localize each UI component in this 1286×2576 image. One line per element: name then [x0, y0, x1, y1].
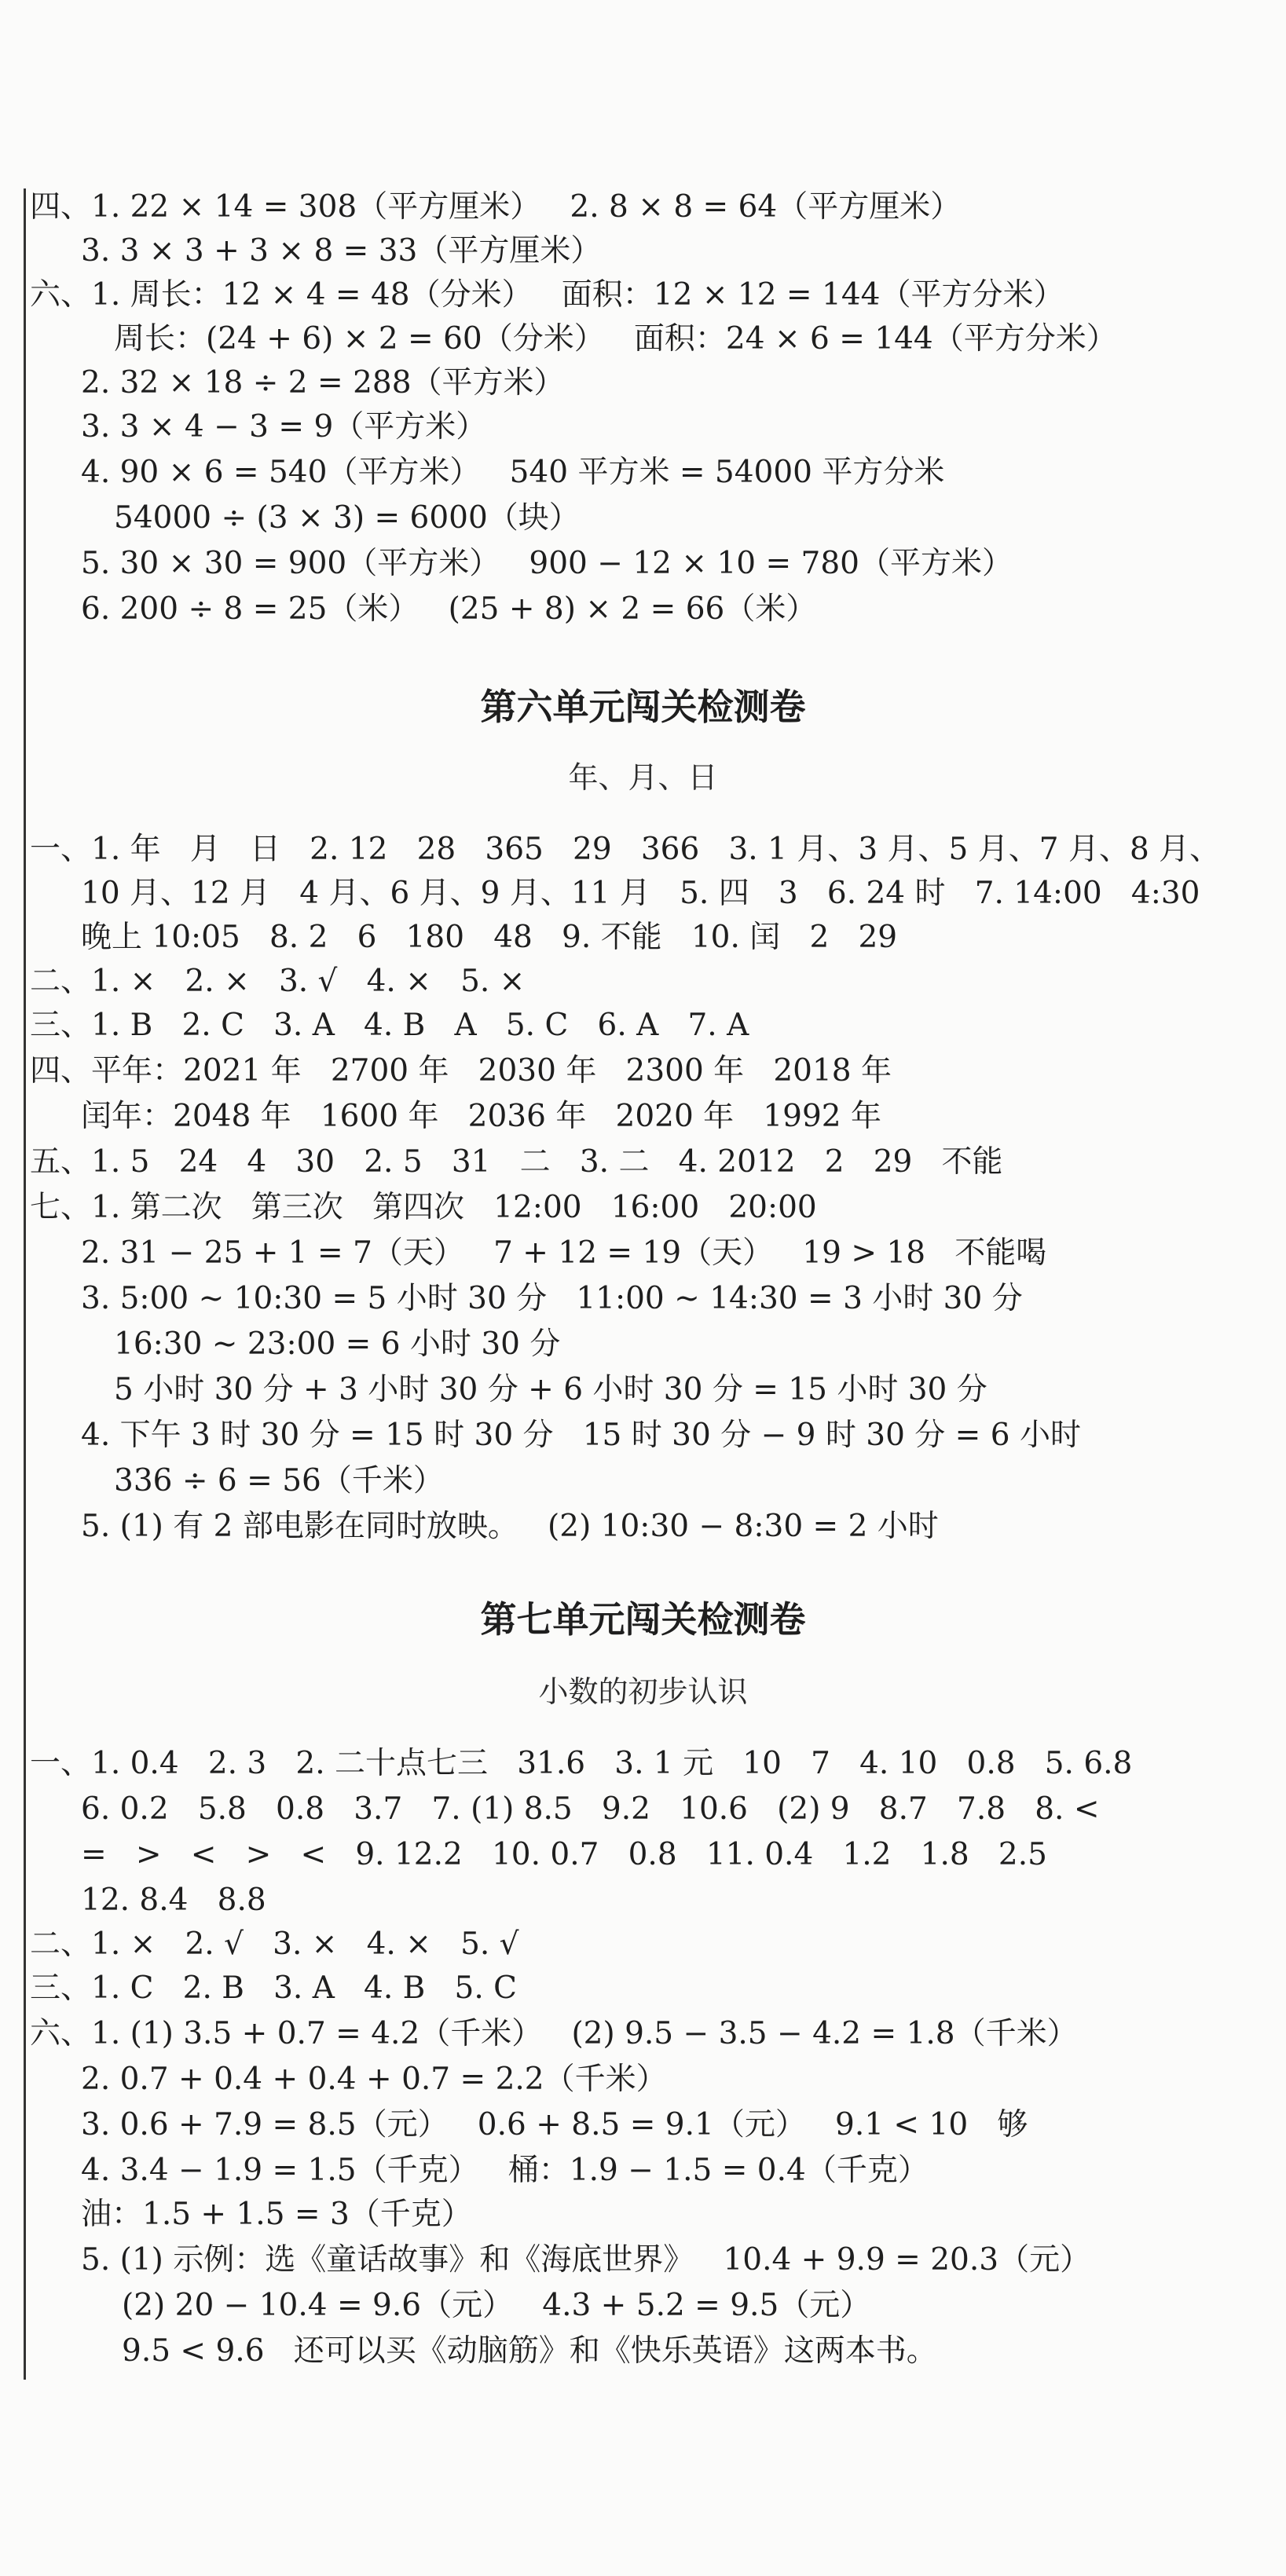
- answer-line: 二、1. × 2. √ 3. × 4. × 5. √: [30, 1927, 519, 1962]
- answer-line: (2) 20 − 10.4 = 9.6（元） 4.3 + 5.2 = 9.5（元）: [122, 2288, 871, 2323]
- answer-line: 16:30 ~ 23:00 = 6 小时 30 分: [114, 1326, 561, 1362]
- answer-line: 4. 3.4 − 1.9 = 1.5（千克） 桶：1.9 − 1.5 = 0.4（千克）: [81, 2153, 929, 2188]
- answer-line: 3. 3 × 4 − 3 = 9（平方米）: [81, 409, 487, 445]
- answer-line: = > < > < 9. 12.2 10. 0.7 0.8 11. 0.4 1.2 1.8 2.5: [81, 1837, 1047, 1872]
- answer-line: 四、1. 22 × 14 = 308（平方厘米） 2. 8 × 8 = 64（平方厘米）: [30, 189, 962, 225]
- answer-line: 油：1.5 + 1.5 = 3（千克）: [81, 2197, 472, 2232]
- unit-title: 第七单元闯关检测卷: [480, 1598, 806, 1641]
- answer-line: 10 月、12 月 4 月、6 月、9 月、11 月 5. 四 3 6. 24 时 7. 14:00 4:30: [81, 876, 1200, 911]
- answer-line: 一、1. 0.4 2. 3 2. 二十点七三 31.6 3. 1 元 10 7 4. 10 0.8 5. 6.8: [30, 1746, 1133, 1781]
- answer-line: 9.5 < 9.6 还可以买《动脑筋》和《快乐英语》这两本书。: [122, 2333, 937, 2369]
- answer-line: 54000 ÷ (3 × 3) = 6000（块）: [114, 500, 580, 536]
- answer-line: 3. 0.6 + 7.9 = 8.5（元） 0.6 + 8.5 = 9.1（元） 9.1 < 10 够: [81, 2107, 1028, 2142]
- unit-subtitle: 小数的初步认识: [538, 1674, 748, 1709]
- answer-line: 三、1. C 2. B 3. A 4. B 5. C: [30, 1970, 517, 2006]
- answer-line: 5. 30 × 30 = 900（平方米） 900 − 12 × 10 = 780（平方米）: [81, 546, 1013, 581]
- answer-line: 2. 31 − 25 + 1 = 7（天） 7 + 12 = 19（天） 19 > 18 不能喝: [81, 1235, 1047, 1271]
- answer-line: 6. 0.2 5.8 0.8 3.7 7. (1) 8.5 9.2 10.6 (2) 9 8.7 7.8 8. <: [81, 1791, 1100, 1827]
- unit-title: 第六单元闯关检测卷: [480, 686, 806, 728]
- answer-line: 晚上 10:05 8. 2 6 180 48 9. 不能 10. 闰 2 29: [81, 920, 898, 955]
- answer-line: 3. 5:00 ~ 10:30 = 5 小时 30 分 11:00 ~ 14:30 = 3 小时 30 分: [81, 1281, 1023, 1316]
- answer-line: 336 ÷ 6 = 56（千米）: [114, 1463, 444, 1498]
- answer-line: 2. 32 × 18 ÷ 2 = 288（平方米）: [81, 365, 565, 401]
- answer-line: 五、1. 5 24 4 30 2. 5 31 二 3. 二 4. 2012 2 29 不能: [30, 1144, 1003, 1180]
- answer-line: 七、1. 第二次 第三次 第四次 12:00 16:00 20:00: [30, 1190, 817, 1225]
- answer-line: 4. 90 × 6 = 540（平方米） 540 平方米 = 54000 平方分米: [81, 455, 945, 490]
- answer-line: 四、平年：2021 年 2700 年 2030 年 2300 年 2018 年: [30, 1053, 892, 1089]
- answer-line: 三、1. B 2. C 3. A 4. B A 5. C 6. A 7. A: [30, 1008, 749, 1043]
- unit-subtitle: 年、月、日: [568, 760, 718, 795]
- answer-line: 2. 0.7 + 0.4 + 0.4 + 0.7 = 2.2（千米）: [81, 2062, 667, 2097]
- answer-line: 6. 200 ÷ 8 = 25（米） (25 + 8) × 2 = 66（米）: [81, 591, 817, 627]
- answer-line: 3. 3 × 3 + 3 × 8 = 33（平方厘米）: [81, 233, 602, 269]
- answer-line: 一、1. 年 月 日 2. 12 28 365 29 366 3. 1 月、3 月、5 月、7 月、8 月、: [30, 832, 1221, 867]
- answer-line: 六、1. (1) 3.5 + 0.7 = 4.2（千米） (2) 9.5 − 3.5 − 4.2 = 1.8（千米）: [30, 2016, 1078, 2051]
- answer-line: 六、1. 周长：12 × 4 = 48（分米） 面积：12 × 12 = 144（平方分米）: [30, 277, 1064, 313]
- answer-line: 周长：(24 + 6) × 2 = 60（分米） 面积：24 × 6 = 144（平方分米）: [114, 321, 1117, 357]
- answer-line: 5 小时 30 分 + 3 小时 30 分 + 6 小时 30 分 = 15 小时 30 分: [114, 1372, 987, 1407]
- left-margin-rule: [24, 188, 26, 2380]
- answer-line: 4. 下午 3 时 30 分 = 15 时 30 分 15 时 30 分 − 9 时 30 分 = 6 小时: [81, 1418, 1081, 1453]
- answer-line: 12. 8.4 8.8: [81, 1883, 266, 1918]
- answer-line: 二、1. × 2. × 3. √ 4. × 5. ×: [30, 964, 526, 999]
- answer-line: 5. (1) 示例：选《童话故事》和《海底世界》 10.4 + 9.9 = 20.3（元）: [81, 2242, 1091, 2278]
- answer-line: 5. (1) 有 2 部电影在同时放映。 (2) 10:30 − 8:30 = 2 小时: [81, 1509, 939, 1544]
- answer-line: 闰年：2048 年 1600 年 2036 年 2020 年 1992 年: [81, 1099, 882, 1134]
